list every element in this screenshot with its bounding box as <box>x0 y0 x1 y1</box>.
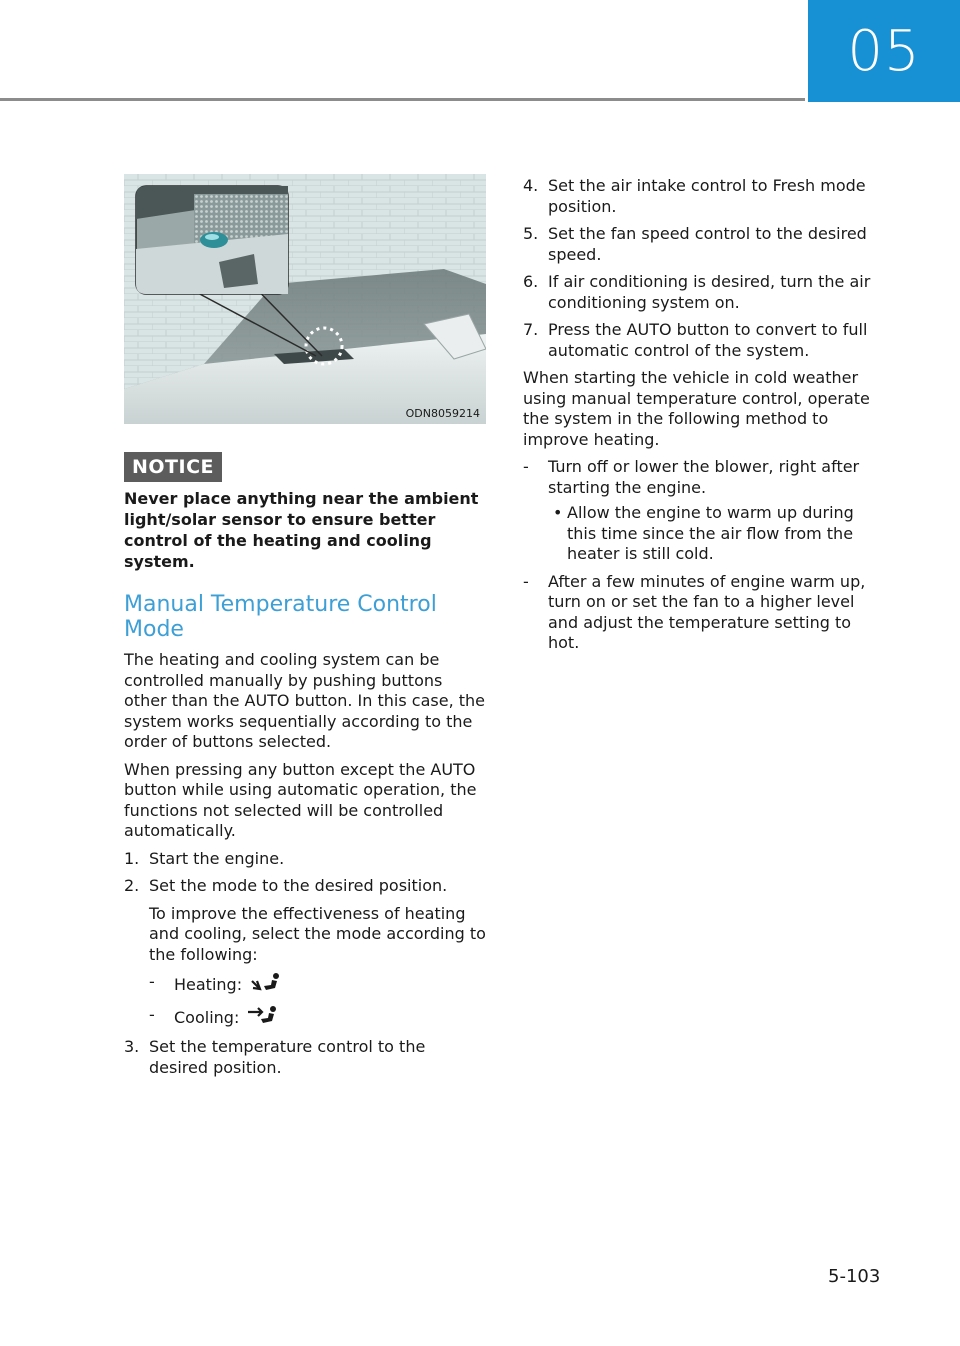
step-number: 2. <box>124 876 140 895</box>
step-5 <box>523 224 885 265</box>
cold-step-blower <box>523 457 885 498</box>
step-text: Start the engine. <box>149 848 285 868</box>
figure-code: ODN8059214 <box>405 407 480 420</box>
step-4 <box>523 176 885 217</box>
floor-mode-icon <box>250 972 282 1000</box>
header-rule <box>0 98 805 101</box>
step-number: 5. <box>523 224 539 243</box>
step-text: Set the temperature control to the desired position. <box>149 1037 426 1077</box>
paragraph-manual-control: The heating and cooling system can be controlled manually by pushing buttons other than the AUTO button. In this case, the system works sequentially according to the order of buttons selected. <box>124 650 485 751</box>
step-number: 7. <box>523 320 539 339</box>
mode-heating <box>124 972 486 1000</box>
cold-step-warm-up <box>523 503 885 565</box>
dash-mark: - <box>523 571 529 591</box>
dash-mark: - <box>149 1004 155 1024</box>
sensor-illustration-svg <box>124 174 486 424</box>
paragraph-auto-functions: When pressing any button except the AUTO button while using automatic operation, the functions not selected will be controlled automatically. <box>124 759 477 840</box>
dash-text: After a few minutes of engine warm up, turn on or set the fan to a higher level and adjust the temperature setting to hot. <box>548 571 866 652</box>
cold-step-fan <box>523 572 885 654</box>
bullet-mark: • <box>553 503 563 522</box>
sensor-illustration <box>124 174 486 424</box>
step-text: Set the fan speed control to the desired speed. <box>548 224 867 264</box>
mode-cooling <box>124 1005 486 1033</box>
dash-text: Turn off or lower the blower, right after starting the engine. <box>548 457 860 497</box>
left-column <box>124 650 486 1085</box>
step-2 <box>124 876 486 897</box>
step-text: Set the air intake control to Fresh mode position. <box>548 176 866 216</box>
chapter-tab: 05 <box>808 0 960 102</box>
face-mode-icon <box>247 1005 279 1033</box>
mode-label: Heating: <box>174 975 243 994</box>
dash-mark: - <box>149 972 155 991</box>
page-number: 5-103 <box>828 1266 881 1287</box>
step-2-note: To improve the effectiveness of heating and cooling, select the mode according to the following: <box>149 903 486 964</box>
step-text: If air conditioning is desired, turn the air conditioning system on. <box>548 272 871 312</box>
step-number: 1. <box>124 848 140 868</box>
paragraph-cold-weather: When starting the vehicle in cold weather using manual temperature control, operate the system in the following method to improve heating. <box>523 368 870 449</box>
bullet-text: Allow the engine to warm up during this time since the air flow from the heater is still cold. <box>567 503 854 563</box>
step-number: 4. <box>523 176 539 195</box>
section-heading: Manual Temperature Control Mode <box>124 592 437 642</box>
step-number: 6. <box>523 272 539 291</box>
step-1 <box>124 849 486 870</box>
dash-mark: - <box>523 457 529 476</box>
step-7 <box>523 320 885 361</box>
notice-badge: NOTICE <box>124 452 222 482</box>
right-column <box>523 176 885 659</box>
step-number: 3. <box>124 1037 140 1056</box>
notice-text: Never place anything near the ambient light/solar sensor to ensure better control of the heating and cooling system. <box>124 489 479 571</box>
step-3 <box>124 1037 486 1078</box>
mode-label: Cooling: <box>174 1007 240 1027</box>
step-text: Press the AUTO button to convert to full automatic control of the system. <box>548 320 868 360</box>
step-text: Set the mode to the desired position. <box>149 876 448 895</box>
step-6 <box>523 272 885 313</box>
